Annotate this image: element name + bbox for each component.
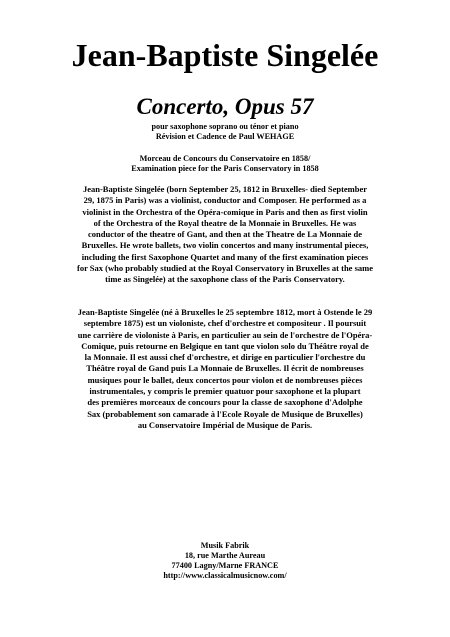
bio-fr-line: des premières morceaux de concours pour la classe de saxophone d'Adolphe [87,397,363,408]
bio-fr-line: musiques pour le ballet, deux concertos pour violon et de nombreuses pièces [87,374,363,385]
publisher-url: http://www.classicalmusicnow.com/ [163,571,287,580]
bio-fr-line: la Monnaie. Il est aussi chef d'orchestre, et dirige en particulier l'orchestre du [84,352,366,363]
bio-en-line: for Sax (who probably studied at the Royal Conservatory in Bruxelles at the same [76,263,373,274]
bio-en-line: including the first Saxophone Quartet and many of the first examination pieces [81,251,369,262]
bio-en-line: Bruxelles. He wrote ballets, two violin concertos and many instrumental pieces, [81,240,369,251]
bio-en-line: violinist in the Orchestra of the Opéra-comique in Paris and then as first violin [82,206,368,217]
publisher-street: 18, rue Marthe Aureau [184,551,266,560]
bio-fr-line: Théâtre royal de Gand puis La Monnaie de Bruxelles. Il écrit de nombreuses [86,363,364,374]
bio-fr-line: Comique, puis retourne en Belgique en tant que violon solo du Théâtre royal de [81,340,369,351]
bio-fr-line: instrumentales, y compris le premier quatuor pour saxophone et la plupart [89,386,361,397]
contest-note-fr: Morceau de Concours du Conservatoire en 1858/ [139,154,311,163]
instrumentation-line: pour saxophone soprano ou ténor et piano [151,122,299,131]
bio-fr-line: Sax (probablement son camarade à l'Ecole Royale de Musique de Bruxelles) [87,408,363,419]
contest-note-en: Examination piece for the Paris Conservatory in 1858 [131,164,319,173]
publisher-city: 77400 Lagny/Marne FRANCE [171,561,279,570]
revision-line: Révision et Cadence de Paul WEHAGE [155,132,295,141]
bio-en-line: Jean-Baptiste Singelée (born September 25, 1812 in Bruxelles- died September [82,184,368,194]
bio-fr-line: septembre 1875) est un violoniste, chef d'orchestre et compositeur . Il poursuit [83,318,367,329]
biography-english [33,184,417,286]
bio-fr-line: Jean-Baptiste Singelée (né à Bruxelles le 25 septembre 1812, mort à Ostende le 29 [77,307,373,317]
composer-title: Jean-Baptiste Singelée [71,37,379,73]
publisher-name: Musik Fabrik [200,541,250,550]
bio-en-line: time as Singelée) at the saxophone class of the Paris Conservatory. [105,274,345,285]
bio-en-line: 29, 1875 in Paris) was a violinist, conductor and Composer. He performed as a [83,195,367,206]
biography-french [33,307,417,431]
bio-en-line: conductor of the theatre of Gant, and then at the Theatre de La Monnaie de [88,229,362,240]
bio-fr-line: une carrière de violoniste à Paris, en particulier au sein de l'orchestre de l'Opéra- [77,329,373,340]
work-title: Concerto, Opus 57 [136,94,314,119]
bio-en-line: of the Orchestra of the Royal theatre de la Monnaie in Bruxelles. He was [93,217,357,228]
bio-fr-line: au Conservatoire Impérial de Musique de Paris. [137,419,313,430]
